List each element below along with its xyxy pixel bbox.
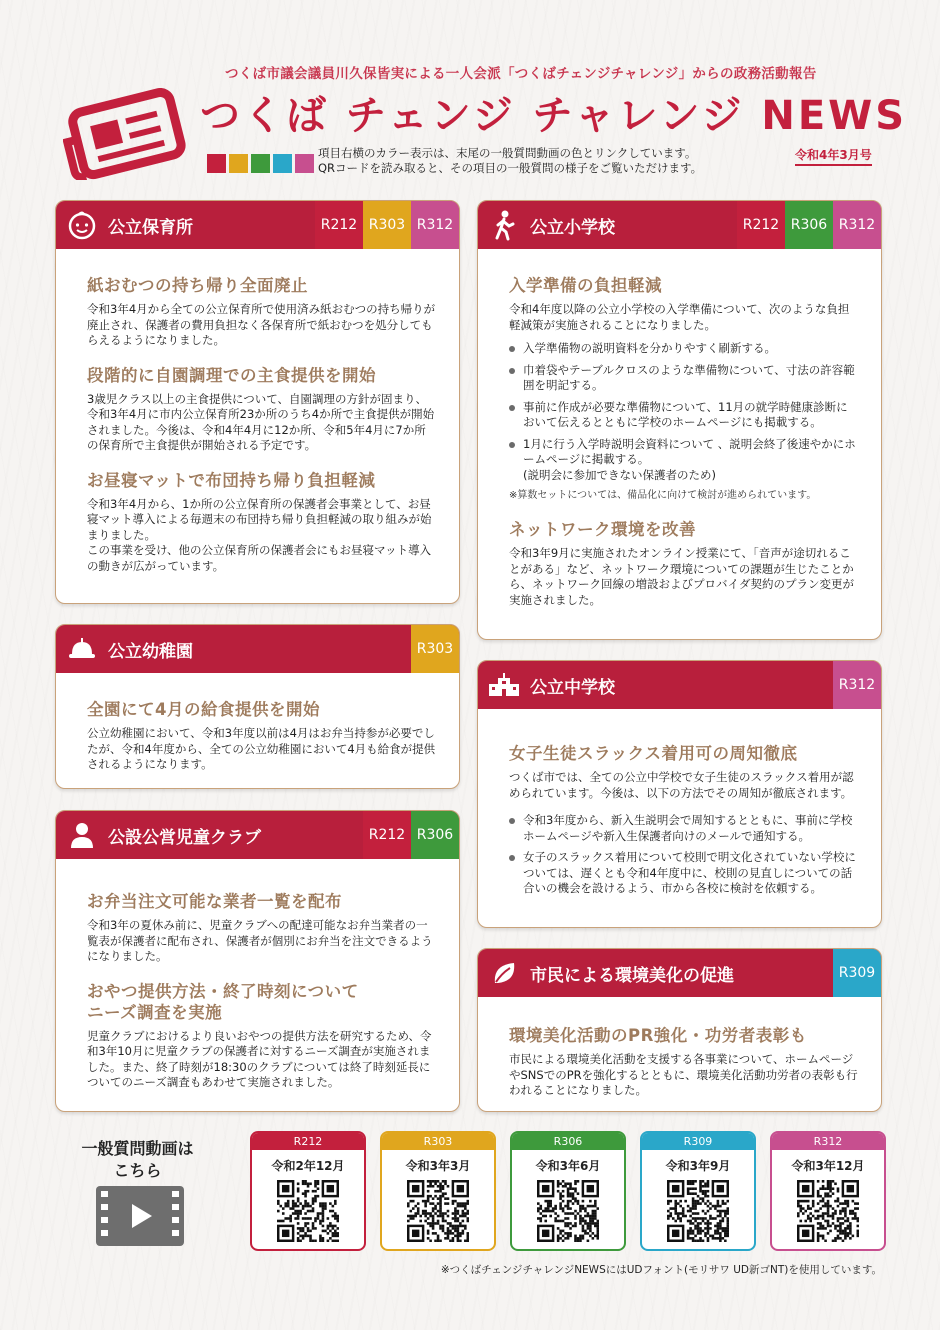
card-title: 公立保育所 <box>108 217 193 238</box>
issue-date: 令和4年3月号 <box>795 146 872 166</box>
bullet-list <box>509 813 859 897</box>
qr-code-label: R303 <box>382 1133 494 1150</box>
card-header <box>56 811 459 859</box>
card-yochien <box>55 624 460 789</box>
list-item: 巾着袋やテーブルクロスのような準備物について、寸法の許容範囲を明記する。 <box>509 363 859 394</box>
color-swatch <box>295 154 314 173</box>
video-label: 一般質問動画は こちら <box>81 1139 194 1180</box>
tag-r312: R312 <box>411 201 459 249</box>
qr-code-icon <box>537 1180 599 1242</box>
section-text: 公立幼稚園において、令和3年度以前は4月はお弁当持参が必要でしたが、令和4年度から、全ての公立幼稚園において4月も給食が提供されるようになります。 <box>87 726 436 771</box>
qr-code-icon <box>407 1180 469 1242</box>
list-item: 入学準備物の説明資料を分かりやすく刷新する。 <box>509 341 859 357</box>
qr-card[interactable] <box>770 1131 886 1251</box>
qr-date: 令和3年12月 <box>791 1159 865 1173</box>
bullet-list <box>509 341 859 483</box>
video-film-icon[interactable] <box>96 1186 184 1246</box>
section-text: 児童クラブにおけるより良いおやつの提供方法を研究するため、令和3年10月に児童クラブの保護者に対するニーズ調査が実施されました。また、終了時刻が18:30のクラブについては終了時刻延長についてのニーズ調査もあわせて実施されました。 <box>87 1028 432 1089</box>
qr-card[interactable] <box>510 1131 626 1251</box>
section-text: 令和3年9月に実施されたオンライン授業にて、「音声が途切れることがある」など、ネットワーク環境についての課題が生じたことから、ネットワーク回線の増設およびプロバイダ契約のプラン変更が実施されました。 <box>509 546 854 607</box>
tag-r212: R212 <box>737 201 785 249</box>
header-note: 項目右横のカラー表示は、末尾の一般質問動画の色とリンクしています。 QRコードを読み取ると、その項目の一般質問の様子をご覧いただけます。 <box>318 146 703 175</box>
card-jido <box>55 810 460 1112</box>
tag-r306: R306 <box>411 811 459 859</box>
card-shogakko <box>477 200 882 640</box>
section-heading: 紙おむつの持ち帰り全面廃止 <box>87 276 308 295</box>
tag-r212: R212 <box>363 811 411 859</box>
card-header <box>478 949 881 997</box>
qr-row <box>250 1131 886 1251</box>
qr-code-icon <box>797 1180 859 1242</box>
qr-card[interactable] <box>380 1131 496 1251</box>
tag-r212: R212 <box>315 201 363 249</box>
qr-card[interactable] <box>640 1131 756 1251</box>
color-swatch <box>251 154 270 173</box>
card-title: 公立中学校 <box>530 677 615 698</box>
card-header <box>478 661 881 709</box>
walking-person-icon <box>478 201 530 249</box>
qr-date: 令和2年12月 <box>271 1159 345 1173</box>
section-text: 令和4年度以降の公立小学校の入学準備について、次のような負担軽減策が実施されることになりました。 <box>509 302 850 332</box>
card-title: 公立小学校 <box>530 217 615 238</box>
list-item: 令和3年度から、新入生説明会で周知するとともに、事前に学校ホームページや新入生保護者向けのメールで通知する。 <box>509 813 859 844</box>
list-item: 事前に作成が必要な準備物について、11月の就学時健康診断において伝えるとともに学校のホームページにも掲載する。 <box>509 400 859 431</box>
card-header <box>56 625 459 673</box>
section-text: つくば市では、全ての公立中学校で女子生徒のスラックス着用が認められています。今後は、以下の方法でその周知が徹底されます。 <box>509 770 854 800</box>
section-heading: ネットワーク環境を改善 <box>509 520 696 539</box>
section-text: 令和3年4月から全ての公立保育所で使用済み紙おむつの持ち帰りが廃止され、保護者の費用負担なく各保育所で紙おむつを処分してもらえるようになりました。 <box>87 302 436 347</box>
section-heading: 入学準備の負担軽減 <box>509 276 662 295</box>
school-hat-icon <box>56 625 108 673</box>
section-text: 3歳児クラス以上の主食提供について、自園調理の方針が固まり、令和3年4月に市内公立保育所23か所のうち4か所で主食提供が開始されました。今後は、令和4年4月に12か所、令和5年4月に7か所の保育所で主食提供が開始される予定です。 <box>87 391 435 452</box>
qr-code-icon <box>667 1180 729 1242</box>
newspaper-icon <box>63 88 188 180</box>
qr-code-label: R312 <box>772 1133 884 1150</box>
tag-r303: R303 <box>411 625 459 673</box>
card-title: 公設公営児童クラブ <box>108 827 261 848</box>
section-text: 令和3年の夏休み前に、児童クラブへの配達可能なお弁当業者の一覧表が保護者に配布され、保護者が個別にお弁当を注文できるようになりました。 <box>87 918 433 963</box>
list-item: 女子のスラックス着用について校則で明文化されていない学校については、遅くとも令和4年度中に、校則の見直しについての話合いの機会を設けるよう、市から各校に検討を依頼する。 <box>509 850 859 897</box>
baby-face-icon <box>56 201 108 249</box>
qr-date: 令和3年6月 <box>535 1159 601 1173</box>
qr-code-label: R306 <box>512 1133 624 1150</box>
section-heading: 女子生徒スラックス着用可の周知徹底 <box>509 744 798 763</box>
newsletter-title: つくば チェンジ チャレンジ NEWS <box>200 93 908 139</box>
section-heading: 段階的に自園調理での主食提供を開始 <box>87 365 376 385</box>
section-text: この事業を受け、他の公立保育所の保護者会にもお昼寝マット導入の動きが広がっています。 <box>87 543 432 573</box>
section-heading: おやつ提供方法・終了時刻について <box>87 981 359 1001</box>
qr-date: 令和3年9月 <box>665 1159 731 1173</box>
tag-r312: R312 <box>833 661 881 709</box>
card-chugakko <box>477 660 882 928</box>
qr-code-icon <box>277 1180 339 1242</box>
card-title: 公立幼稚園 <box>108 641 193 662</box>
color-swatch <box>229 154 248 173</box>
color-swatch <box>207 154 226 173</box>
card-hoikusho <box>55 200 460 604</box>
qr-date: 令和3年3月 <box>405 1159 471 1173</box>
tag-r312: R312 <box>833 201 881 249</box>
section-heading: お昼寝マットで布団持ち帰り負担軽減 <box>87 470 376 490</box>
person-icon <box>56 811 108 859</box>
card-title: 市民による環境美化の促進 <box>530 965 734 986</box>
section-heading: お弁当注文可能な業者一覧を配布 <box>87 892 342 911</box>
qr-card[interactable] <box>250 1131 366 1251</box>
leaf-icon <box>478 949 530 997</box>
color-swatch <box>273 154 292 173</box>
footer-note: ※つくばチェンジチャレンジNEWSにはUDフォント(モリサワ UD新ゴNT)を使用しています。 <box>440 1264 882 1276</box>
header-subtitle: つくば市議会議員川久保皆実による一人会派「つくばチェンジチャレンジ」からの政務活動報告 <box>225 66 817 82</box>
section-heading: ニーズ調査を実施 <box>87 1002 223 1022</box>
color-legend-bar <box>207 154 314 173</box>
footnote: ※算数セットについては、備品化に向けて検討が進められています。 <box>509 490 817 501</box>
tag-r303: R303 <box>363 201 411 249</box>
section-text: 令和3年4月から、1か所の公立保育所の保護者会事業として、お昼寝マット導入による毎週末の布団持ち帰り負担軽減の取り組みが始まりました。 <box>87 496 432 542</box>
tag-r306: R306 <box>785 201 833 249</box>
card-header <box>56 201 459 249</box>
card-header <box>478 201 881 249</box>
qr-code-label: R309 <box>642 1133 754 1150</box>
tag-r309: R309 <box>833 949 881 997</box>
qr-code-label: R212 <box>252 1133 364 1150</box>
card-kankyo <box>477 948 882 1112</box>
section-text: 市民による環境美化活動を支援する各事業について、ホームページやSNSでのPRを強化するとともに、環境美化活動功労者の表彰も行われることになりました。 <box>509 1052 858 1097</box>
section-heading: 環境美化活動のPR強化・功労者表彰も <box>509 1026 807 1045</box>
section-heading: 全園にて4月の給食提供を開始 <box>87 700 320 719</box>
list-item: 1月に行う入学時説明会資料について 、説明会終了後速やかにホームページに掲載する。 (説明会に参加できない保護者のため) <box>509 437 859 484</box>
school-building-icon <box>478 661 530 709</box>
